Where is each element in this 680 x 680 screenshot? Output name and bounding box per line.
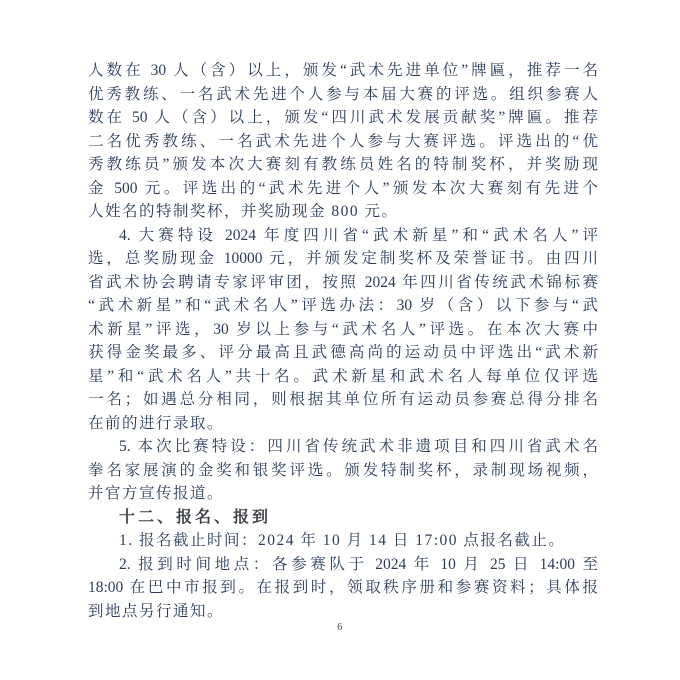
text-line: 二名优秀教练、一名武术先进个人参与大赛评选。评选出的“优 (88, 132, 598, 150)
text-line: 数在 50 人（含）以上，颁发“四川武术发展贡献奖”牌匾。推荐 (88, 109, 598, 126)
text-line: 术新星”评选，30 岁以上参与“武术名人”评选。在本次大赛中 (88, 320, 598, 338)
text-line: 拳名家展演的金奖和银奖评选。颁发特制奖杯，录制现场视频， (88, 461, 598, 479)
text-line: “武术新星”和“武术名人”评选办法：30 岁（含）以下参与“武 (88, 297, 598, 314)
text-line: 优秀教练、一名武术先进个人参与本届大赛的评选。组织参赛人 (88, 85, 598, 103)
page-body (88, 59, 598, 623)
text-line: 并官方宣传报道。 (88, 485, 225, 502)
text-line: 到地点另行通知。 (88, 602, 225, 620)
text-line: 人姓名的特制奖杯，并奖励现金 800 元。 (88, 203, 399, 220)
text-line: 5. 本次比赛特设：四川省传统武术非遗项目和四川省武术名 (119, 438, 598, 455)
page-number: 6 (337, 622, 343, 633)
text-line: 省武术协会聘请专家评审团，按照 2024 年四川省传统武术锦标赛 (88, 273, 598, 291)
text-line: 在前的进行录取。 (88, 414, 225, 432)
text-line: 选，总奖励现金 10000 元，并颁发定制奖杯及荣誉证书。由四川 (88, 250, 598, 267)
text-line: 4. 大赛特设 2024 年度四川省“武术新星”和“武术名人”评 (119, 226, 598, 244)
text-line: 金 500 元。评选出的“武术先进个人”颁发本次大赛刻有先进个 (88, 179, 598, 197)
text-line: 2. 报到时间地点：各参赛队于 2024 年 10 月 25 日 14:00 至 (119, 555, 598, 573)
text-line: 秀教练员”颁发本次大赛刻有教练员姓名的特制奖杯，并奖励现 (88, 156, 598, 173)
section-heading: 十二、报名、报到 (119, 508, 272, 526)
text-line: 1. 报名截止时间：2024 年 10 月 14 日 17:00 点报名截止。 (119, 532, 566, 549)
text-line: 星”和“武术名人”共十名。武术新星和武术名人每单位仅评选 (88, 367, 598, 385)
text-line: 获得金奖最多、评分最高且武德高尚的运动员中评选出“武术新 (88, 344, 598, 361)
text-line: 人数在 30 人（含）以上，颁发“武术先进单位”牌匾，推荐一名 (88, 62, 598, 79)
text-line: 18:00 在巴中市报到。在报到时，领取秩序册和参赛资料；具体报 (88, 579, 598, 596)
text-line: 一名；如遇总分相同，则根据其单位所有运动员参赛总得分排名 (88, 391, 598, 408)
